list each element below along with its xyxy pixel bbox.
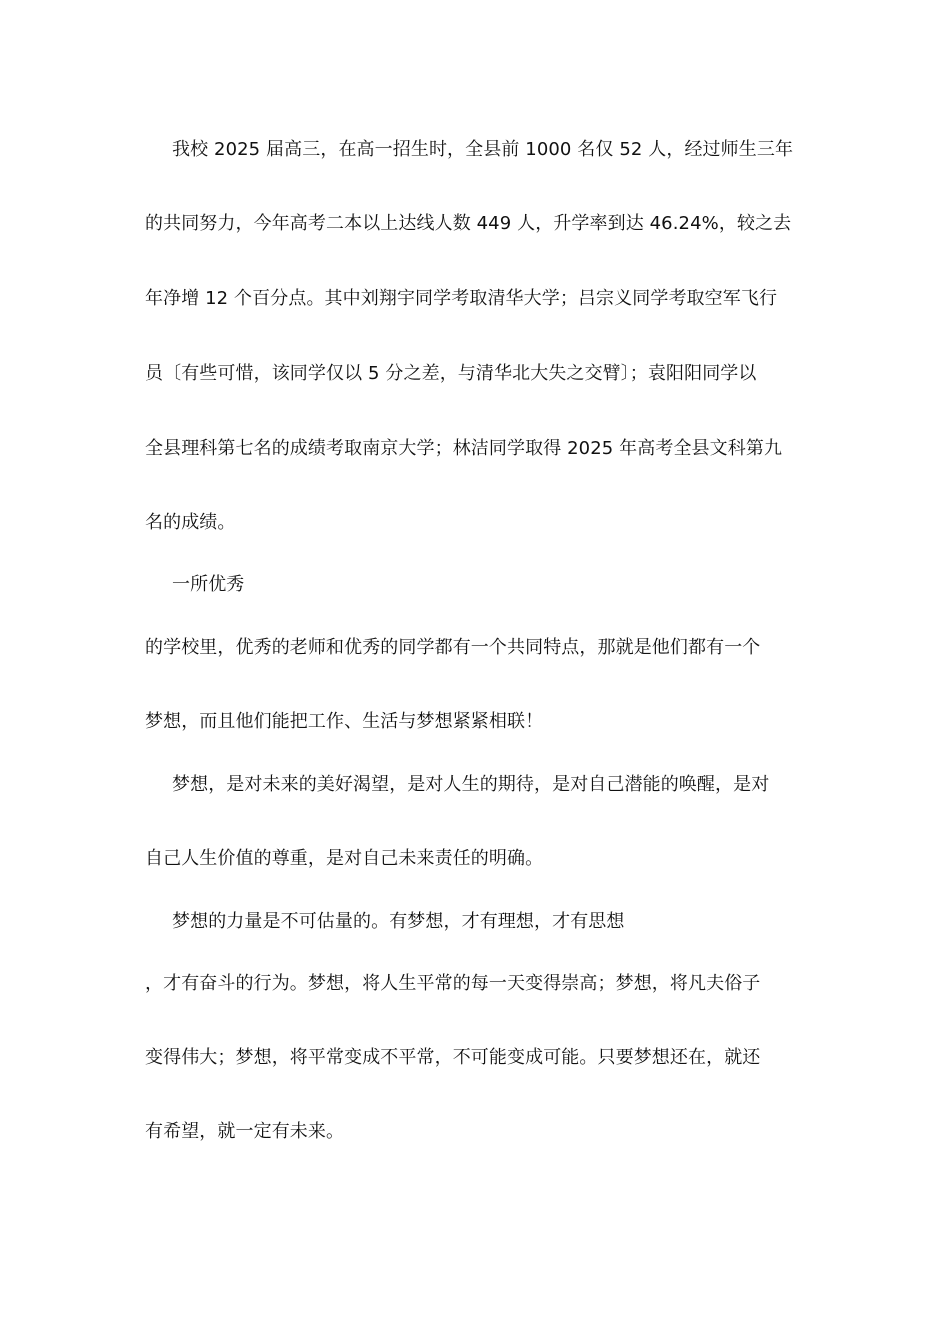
text-line: 梦想的力量是不可估量的。有梦想，才有理想，才有思想	[172, 911, 625, 932]
text-line: 变得伟大；梦想，将平常变成不平常，不可能变成可能。只要梦想还在，就还	[145, 1047, 761, 1068]
text-line: 梦想，是对未来的美好渴望，是对人生的期待，是对自己潜能的唤醒，是对	[172, 774, 770, 795]
text-line: 全县理科第七名的成绩考取南京大学；林洁同学取得 2025 年高考全县文科第九	[145, 438, 783, 459]
text-line: 梦想，而且他们能把工作、生活与梦想紧紧相联！	[145, 711, 544, 732]
text-line: 的学校里，优秀的老师和优秀的同学都有一个共同特点，那就是他们都有一个	[145, 637, 761, 658]
text-line: ，才有奋斗的行为。梦想，将人生平常的每一天变得崇高；梦想，将凡夫俗子	[145, 973, 761, 994]
text-line: 的共同努力，今年高考二本以上达线人数 449 人，升学率到达 46.24%，较之去	[145, 213, 792, 234]
text-line: 年净增 12 个百分点。其中刘翔宇同学考取清华大学；吕宗义同学考取空军飞行	[145, 288, 778, 309]
text-line: 员〔有些可惜，该同学仅以 5 分之差，与清华北大失之交臂〕；袁阳阳同学以	[145, 363, 757, 384]
text-line: 名的成绩。	[145, 512, 236, 533]
text-line: 有希望，就一定有未来。	[145, 1121, 345, 1142]
text-line: 自己人生价值的尊重，是对自己未来责任的明确。	[145, 848, 544, 869]
text-line: 我校 2025 届高三，在高一招生时，全县前 1000 名仅 52 人，经过师生三年	[172, 139, 794, 160]
text-line: 一所优秀	[172, 574, 245, 595]
